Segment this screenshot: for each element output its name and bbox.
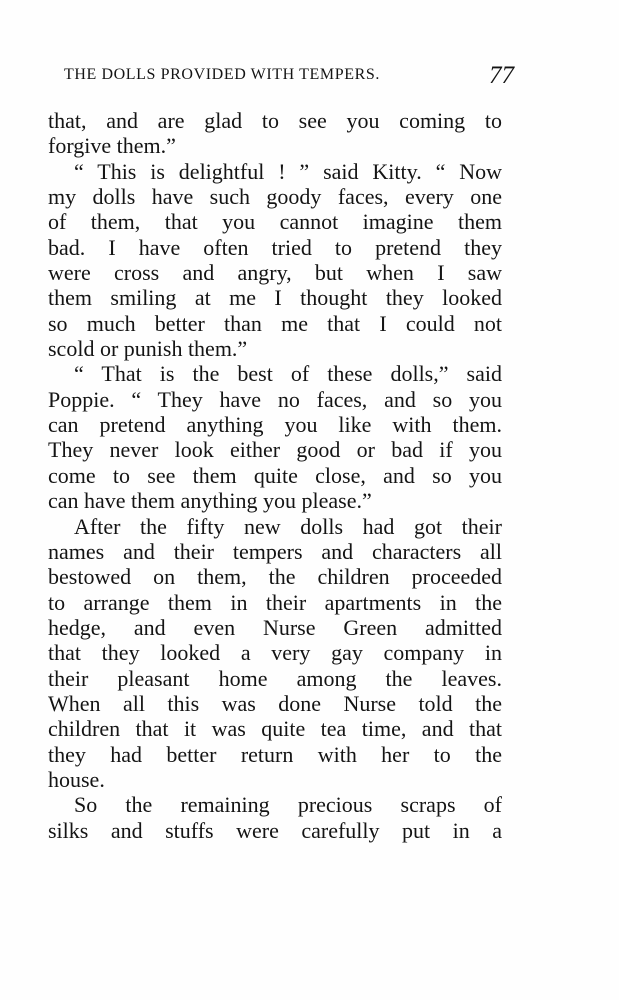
text-line: to arrange them in their apartments in the: [48, 589, 502, 615]
text-line: so much better than me that I could not: [48, 310, 502, 336]
text-line: hedge, and even Nurse Green admitted: [48, 614, 502, 640]
text-line: house.: [48, 766, 105, 792]
body-text: [48, 108, 502, 843]
text-line: After the fifty new dolls had got their: [74, 513, 502, 539]
text-line: can pretend anything you like with them.: [48, 412, 502, 438]
page-number: 77: [489, 62, 514, 89]
text-line: of them, that you cannot imagine them: [48, 209, 502, 235]
text-line: children that it was quite tea time, and that: [48, 716, 502, 742]
text-line: bad. I have often tried to pretend they: [48, 234, 502, 260]
text-line: forgive them.”: [48, 133, 176, 159]
text-line: their pleasant home among the leaves.: [48, 665, 502, 691]
running-head: [64, 64, 514, 90]
text-line: names and their tempers and characters all: [48, 538, 502, 564]
text-line: were cross and angry, but when I saw: [48, 260, 502, 286]
text-line: them smiling at me I thought they looked: [48, 285, 502, 311]
text-line: can have them anything you please.”: [48, 488, 372, 514]
text-line: they had better return with her to the: [48, 741, 502, 767]
text-line: that they looked a very gay company in: [48, 640, 502, 666]
text-line: scold or punish them.”: [48, 336, 248, 362]
text-line: They never look either good or bad if you: [48, 437, 502, 463]
text-line: that, and are glad to see you coming to: [48, 108, 502, 133]
text-line: When all this was done Nurse told the: [48, 690, 502, 716]
text-line: Poppie. “ They have no faces, and so you: [48, 386, 502, 412]
text-line: my dolls have such goody faces, every one: [48, 184, 502, 210]
text-line: So the remaining precious scraps of: [74, 792, 502, 818]
text-line: “ That is the best of these dolls,” said: [74, 361, 502, 387]
text-line: “ This is delightful ! ” said Kitty. “ Now: [74, 158, 502, 184]
text-line: silks and stuffs were carefully put in a: [48, 817, 502, 843]
text-line: bestowed on them, the children proceeded: [48, 564, 502, 590]
text-line: come to see them quite close, and so you: [48, 462, 502, 488]
running-title: THE DOLLS PROVIDED WITH TEMPERS.: [64, 66, 380, 83]
